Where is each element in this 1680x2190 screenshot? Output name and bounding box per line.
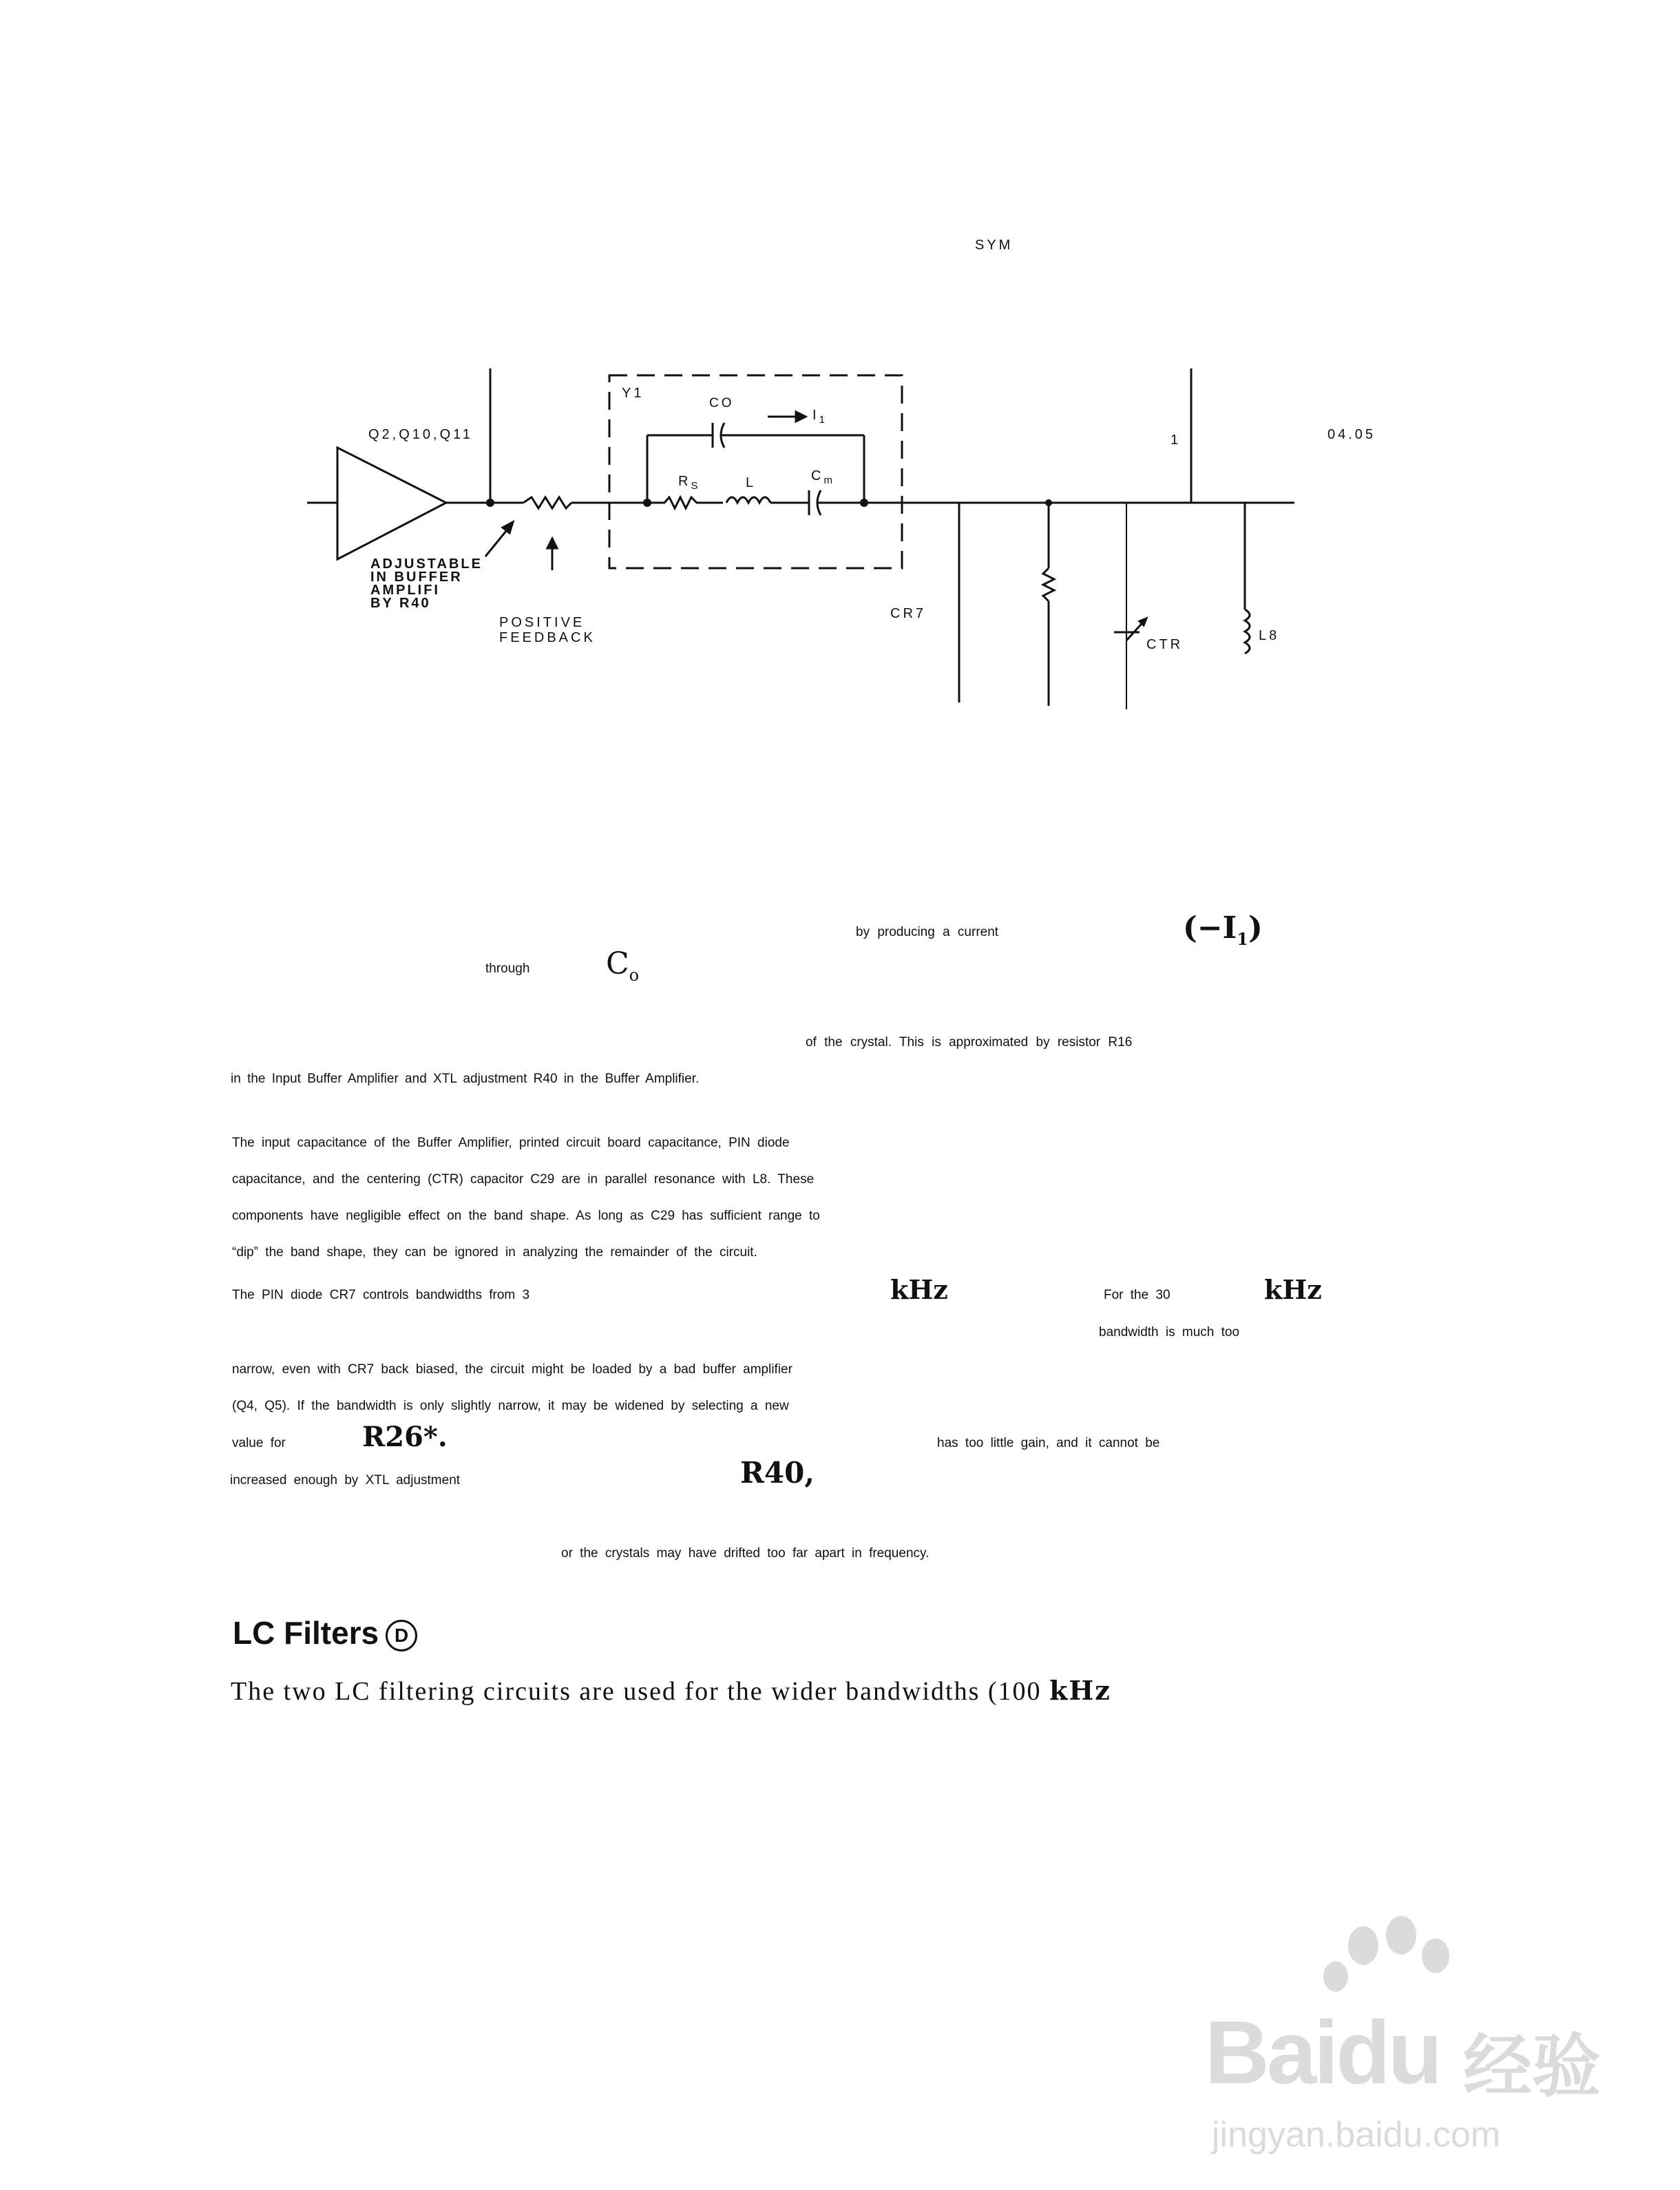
text-fragment: has too little gain, and it cannot be <box>937 1436 1160 1450</box>
rs-sub: S <box>691 480 701 492</box>
circuit-schematic <box>0 0 1680 758</box>
math-co-main: C <box>606 946 629 981</box>
sym-label: SYM <box>975 238 1014 253</box>
math-co <box>606 946 639 985</box>
watermark-url: jingyan.baidu.com <box>1212 2115 1501 2155</box>
text-fragment: (Q4, Q5). If the bandwidth is only slightly narrow, it may be widened by selecting a new <box>232 1399 789 1413</box>
text-fragment: The PIN diode CR7 controls bandwidths from 3 <box>232 1288 530 1302</box>
adjustable-note-line: IN BUFFER <box>370 570 463 585</box>
text-fragment: value for <box>232 1436 286 1450</box>
l8-label: L8 <box>1259 628 1280 643</box>
math-r40: R40, <box>740 1456 815 1490</box>
cr7-label: CR7 <box>890 606 927 621</box>
co-label: CO <box>709 396 735 410</box>
amplifier-label: Q2,Q10,Q11 <box>368 427 473 442</box>
math-neg-i1 <box>1183 910 1263 949</box>
y1-label: Y1 <box>622 386 644 401</box>
l-inductor <box>726 497 770 503</box>
paragraph-line: The input capacitance of the Buffer Amplifier, printed circuit board capacitance, PIN diode <box>232 1136 790 1150</box>
section-body-khz: kHz <box>1049 1675 1111 1706</box>
text-fragment: or the crystals may have drifted too far apart in frequency. <box>561 1546 930 1561</box>
l-label: L <box>746 475 757 490</box>
feedback-resistor <box>523 497 571 508</box>
paragraph-line: capacitance, and the centering (CTR) capacitor C29 are in parallel resonance with L8. These <box>232 1172 815 1187</box>
text-fragment: of the crystal. This is approximated by resistor R16 <box>806 1035 1133 1050</box>
adjustable-note-line: ADJUSTABLE <box>370 556 483 572</box>
baidu-watermark <box>1191 1915 1618 2162</box>
paragraph-input-capacitance <box>232 1125 820 1271</box>
paragraph-line: “dip” the band shape, they can be ignored in analyzing the remainder of the circuit. <box>232 1245 757 1260</box>
cm-sub: m <box>823 474 835 486</box>
math-neg-i1-close: ) <box>1248 910 1263 946</box>
i1-main: I <box>812 408 819 423</box>
watermark-cn: 经验 <box>1463 2028 1601 2105</box>
section-body <box>231 1675 1111 1707</box>
cm-main: C <box>811 468 824 483</box>
cm-label <box>811 468 835 486</box>
l8-inductor <box>1245 609 1250 654</box>
rs-resistor <box>647 497 723 508</box>
adjustable-note <box>370 558 483 610</box>
positive-feedback-label <box>499 615 596 645</box>
y1-dashed-box <box>609 375 902 568</box>
text-fragment: narrow, even with CR7 back biased, the circuit might be loaded by a bad buffer amplifier <box>232 1362 792 1377</box>
text-fragment: increased enough by XTL adjustment <box>230 1473 461 1488</box>
shunt-resistor <box>1043 568 1054 601</box>
rs-main: R <box>678 474 691 489</box>
feedback-line: FEEDBACK <box>499 630 596 645</box>
text-fragment: by producing a current <box>856 925 999 939</box>
math-r26: R26*. <box>362 1421 448 1453</box>
amplifier-triangle <box>337 448 446 559</box>
adjustable-note-line: AMPLIFI <box>370 583 440 598</box>
section-heading-text: LC Filters <box>233 1615 379 1651</box>
rs-label <box>678 474 700 492</box>
watermark-brand: Baidu <box>1205 2002 1440 2103</box>
math-khz: kHz <box>1264 1274 1322 1305</box>
section-heading <box>233 1614 417 1651</box>
math-co-sub: o <box>629 965 640 985</box>
text-fragment: bandwidth is much too <box>1099 1325 1240 1339</box>
node-one-label: 1 <box>1170 432 1182 448</box>
adjustable-note-line: BY R40 <box>370 596 431 611</box>
paragraph-line: components have negligible effect on the band shape. As long as C29 has sufficient range to <box>232 1209 820 1223</box>
ctr-label: CTR <box>1146 637 1184 652</box>
math-neg-i1-main: (−I <box>1183 910 1237 946</box>
i1-sub: 1 <box>819 414 828 426</box>
feedback-line: POSITIVE <box>499 615 585 630</box>
i1-label <box>812 408 828 426</box>
text-fragment: through <box>485 961 530 976</box>
math-neg-i1-sub: 1 <box>1237 928 1248 949</box>
section-badge-d: D <box>386 1620 417 1651</box>
text-fragment: For the 30 <box>1104 1288 1170 1302</box>
text-fragment: in the Input Buffer Amplifier and XTL adjustment R40 in the Buffer Amplifier. <box>231 1072 700 1086</box>
section-body-text: The two LC filtering circuits are used for the wider bandwidths (100 <box>231 1677 1042 1706</box>
math-khz: kHz <box>890 1274 948 1305</box>
figure-number: 04.05 <box>1327 427 1376 442</box>
